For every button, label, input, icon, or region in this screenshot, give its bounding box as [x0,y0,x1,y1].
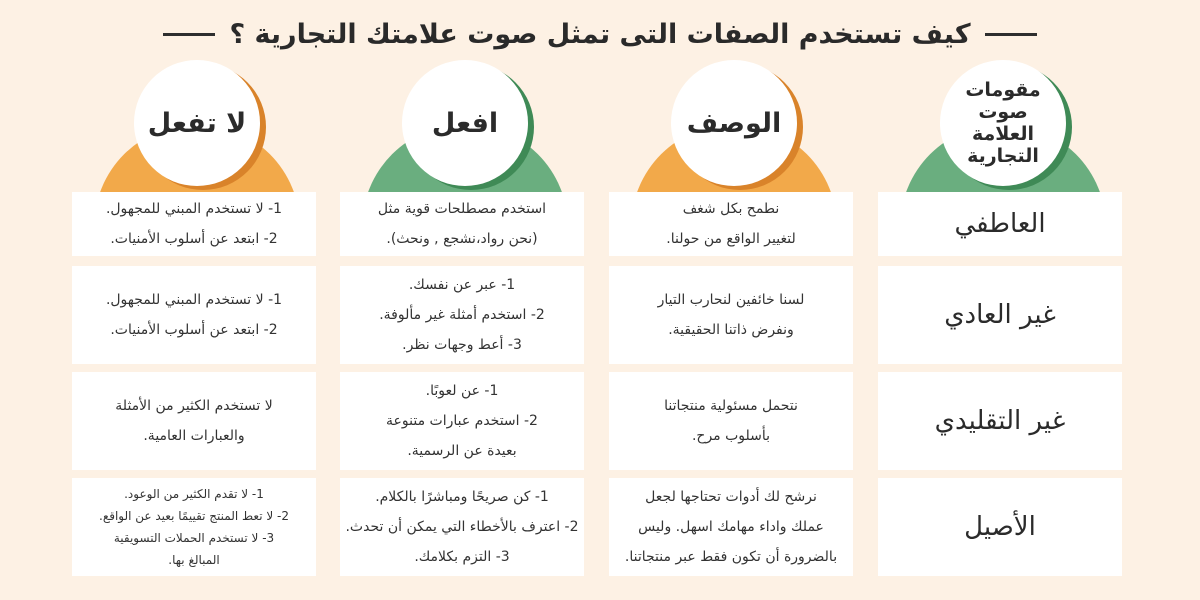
title-line-right [985,33,1037,36]
cell-line: نتحمل مسئولية منتجاتنا [664,398,798,414]
cell-line: والعبارات العامية. [143,428,245,444]
cell-line: 3- لا تستخدم الحملات التسويقية [113,531,275,545]
dont-cell [72,192,316,256]
cell-line: 1- لا تقدم الكثير من الوعود. [124,487,264,501]
do-cell [340,266,584,364]
cell-line: 3- أعط وجهات نظر. [402,337,522,353]
cell-line: بأسلوب مرح. [691,428,771,444]
do-cell [340,372,584,470]
pillar-label: العاطفي [954,209,1046,239]
cell-line: استخدم مصطلحات قوية مثل [377,201,547,217]
cell-line: لا تستخدم الكثير من الأمثلة [115,398,273,414]
cell-line: 1- كن صريحًا ومباشرًا بالكلام. [375,489,549,505]
title-row [0,14,1200,54]
title-line-left [163,33,215,36]
cell-line: ونفرض ذاتنا الحقيقية. [668,322,794,338]
do-cell [340,192,584,256]
header-circle [940,60,1066,186]
pillar-cell [878,478,1122,576]
pillar-cell [878,266,1122,364]
page-title: كيف تستخدم الصفات التى تمثل صوت علامتك التجارية ؟ [229,18,971,50]
header-label-pillars: مقومات صوت العلامة التجارية [965,79,1041,167]
header-circle [134,60,260,186]
pillar-cell [878,192,1122,256]
header-label-do: افعل [431,107,499,139]
column-dont-header [72,60,322,192]
cell-line: 2- ابتعد عن أسلوب الأمنيات. [110,231,278,247]
cell-line: بالضرورة أن تكون فقط عبر منتجاتنا. [624,549,838,565]
cell-line: 2- لا تعط المنتج تقييمًا بعيد عن الواقع. [99,509,290,523]
do-cell [340,478,584,576]
column-pillars-header [878,60,1128,192]
description-cell [609,372,853,470]
dont-cell [72,266,316,364]
pillar-label: الأصيل [964,512,1036,542]
column-description-header [609,60,859,192]
cell-line: المبالغ بها. [168,553,220,567]
cell-line: لتغيير الواقع من حولنا. [666,231,796,247]
cell-line: بعيدة عن الرسمية. [407,443,517,459]
header-label-dont: لا تفعل [147,107,247,139]
cell-line: (نحن رواد،نشجع , ونحث). [386,231,538,247]
cell-line: 3- التزم بكلامك. [414,549,510,565]
cell-line: 2- ابتعد عن أسلوب الأمنيات. [110,322,278,338]
cell-line: لسنا خائفين لنحارب التيار [657,292,805,308]
cell-line: 1- لا تستخدم المبني للمجهول. [105,292,283,308]
pillar-cell [878,372,1122,470]
description-cell [609,192,853,256]
cell-line: نرشح لك أدوات تحتاجها لجعل [645,489,817,505]
dont-cell [72,478,316,576]
description-cell [609,478,853,576]
dont-cell [72,372,316,470]
pillar-label: غير العادي [944,300,1056,330]
cell-line: عملك واداء مهامك اسهل. وليس [638,519,824,535]
cell-line: 2- استخدم أمثلة غير مألوفة. [379,307,545,323]
description-cell [609,266,853,364]
cell-line: نطمح بكل شغف [682,201,780,217]
header-circle [402,60,528,186]
cell-line: 1- لا تستخدم المبني للمجهول. [105,201,283,217]
column-do-header [340,60,590,192]
header-label-description: الوصف [686,107,782,139]
header-circle [671,60,797,186]
cell-line: 1- عن لعوبًا. [425,383,499,399]
cell-line: 1- عبر عن نفسك. [408,277,516,293]
cell-line: 2- استخدم عبارات متنوعة [386,413,538,429]
cell-line: 2- اعترف بالأخطاء التي يمكن أن تحدث. [345,519,579,535]
pillar-label: غير التقليدي [934,406,1066,436]
